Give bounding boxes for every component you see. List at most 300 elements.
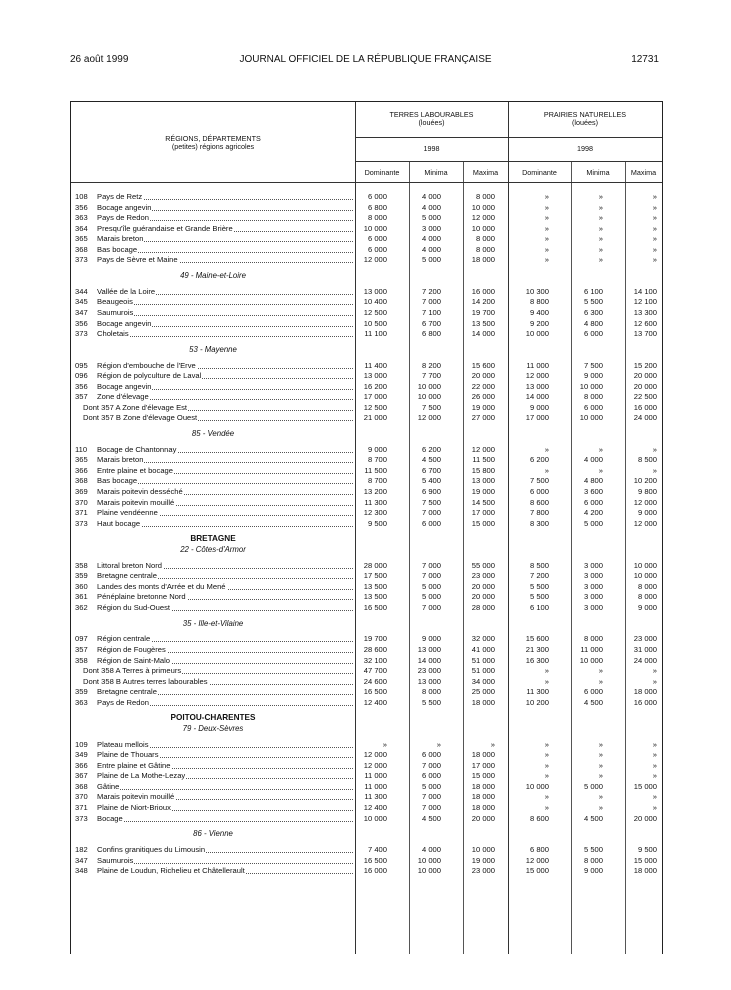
value-cell: 19 700: [363, 634, 387, 644]
region-name-cell: [97, 603, 344, 613]
stub-title: RÉGIONS, DÉPARTEMENTS: [165, 134, 261, 143]
value-cell: 15 000: [525, 866, 549, 876]
region-name-cell: [97, 308, 344, 318]
value-cell: 11 500: [364, 465, 387, 475]
value-cell: 8 000: [367, 213, 387, 223]
region-name-cell: [97, 445, 344, 455]
value-cell: »: [598, 803, 603, 812]
year-label: 1998: [577, 144, 593, 153]
value-cell: 21 000: [363, 413, 387, 423]
region-name: Pays de Redon: [97, 213, 149, 223]
region-code: 357: [75, 644, 88, 654]
value-cell: 7 400: [367, 845, 387, 854]
region-name-cell: [97, 845, 344, 855]
value-cell: »: [544, 244, 549, 254]
value-cell: 4 500: [421, 813, 441, 823]
region-name: Dont 357 B Zone d'élevage Ouest: [83, 413, 198, 423]
value-cell: 11 000: [580, 644, 603, 654]
value-cell: 28 600: [363, 644, 387, 654]
value-cell: »: [544, 213, 549, 223]
value-cell: 8 000: [421, 687, 441, 697]
value-cell: 9 800: [637, 487, 657, 496]
value-cell: 6 800: [367, 202, 387, 212]
value-cell: 9 500: [637, 845, 657, 854]
value-cell: 7 800: [529, 508, 549, 518]
value-cell: 7 200: [529, 571, 549, 581]
value-cell: 18 000: [471, 781, 495, 791]
region-code: 366: [75, 465, 88, 475]
value-cell: »: [382, 739, 387, 749]
value-cell: 8 000: [583, 855, 603, 865]
region-name-cell: [97, 571, 344, 581]
value-cell: 7 000: [421, 602, 441, 612]
table-row: [71, 319, 662, 329]
region-code: 356: [75, 318, 88, 328]
region-name: Bas bocage: [97, 476, 138, 486]
value-cell: »: [652, 739, 657, 749]
table-row: [71, 203, 662, 213]
region-name: Dont 358 B Autres terres labourables: [83, 676, 208, 686]
value-cell: 19 000: [471, 402, 495, 412]
region-code: 368: [75, 244, 88, 254]
region-name-cell: [97, 234, 344, 244]
region-name: Marais poitevin desséché: [97, 487, 183, 496]
value-cell: 8 000: [583, 392, 603, 402]
table-row: [71, 498, 662, 508]
value-cell: 6 000: [529, 487, 549, 496]
value-cell: 16 500: [363, 602, 387, 612]
department-heading: 22 - Côtes-d'Armor: [180, 544, 246, 554]
value-cell: 6 000: [421, 771, 441, 781]
value-cell: 5 500: [583, 297, 603, 307]
region-name-cell: [97, 582, 344, 592]
value-cell: 17 000: [525, 413, 549, 423]
value-cell: »: [544, 803, 549, 812]
value-cell: 23 000: [471, 571, 495, 581]
region-code: 373: [75, 813, 88, 823]
value-cell: »: [598, 666, 603, 675]
value-cell: 7 500: [421, 402, 441, 412]
region-name: Saumurois: [97, 307, 134, 317]
region-name: Gâtine: [97, 781, 120, 791]
region-name: Zone d'élevage: [97, 392, 149, 402]
value-cell: 23 000: [633, 634, 657, 644]
value-cell: »: [598, 792, 603, 802]
value-cell: 15 000: [633, 855, 657, 865]
value-cell: 8 000: [475, 192, 495, 201]
value-cell: 18 000: [471, 792, 495, 802]
table-row: [71, 687, 662, 697]
group-title: PRAIRIES NATURELLES: [543, 110, 627, 119]
table-row: [71, 371, 662, 381]
value-cell: 9 000: [637, 508, 657, 518]
value-cell: »: [652, 792, 657, 802]
value-cell: 7 000: [421, 803, 441, 812]
value-cell: 24 000: [633, 413, 657, 423]
region-name-cell: [97, 224, 344, 234]
value-cell: 10 300: [525, 286, 549, 296]
table-row: [71, 234, 662, 244]
table-row: [71, 582, 662, 592]
value-cell: 9 000: [637, 602, 657, 612]
region-code: 371: [75, 803, 88, 812]
value-cell: 12 400: [363, 697, 387, 707]
value-cell: 7 700: [421, 371, 441, 381]
region-code: 108: [75, 192, 88, 201]
value-cell: 4 800: [583, 476, 603, 486]
value-cell: 16 000: [471, 286, 495, 296]
region-name-cell: [97, 203, 344, 213]
region-name: Entre plaine et bocage: [97, 465, 173, 475]
region-code: 110: [75, 444, 88, 454]
value-cell: 6 200: [529, 455, 549, 465]
value-cell: 22 500: [633, 392, 657, 402]
value-cell: 13 700: [633, 329, 657, 338]
region-name-cell: [97, 245, 344, 255]
value-cell: 12 500: [363, 307, 387, 317]
value-cell: 3 000: [583, 581, 603, 591]
value-cell: 20 000: [471, 592, 495, 602]
region-name-cell: [97, 750, 344, 760]
value-cell: 10 000: [417, 392, 441, 402]
value-cell: »: [598, 244, 603, 254]
region-name-cell: [97, 592, 344, 602]
department-heading: 86 - Vienne: [193, 829, 233, 839]
value-cell: 31 000: [633, 644, 657, 654]
value-cell: »: [652, 223, 657, 233]
value-cell: »: [598, 223, 603, 233]
value-cell: 20 000: [471, 581, 495, 591]
table-row: [71, 782, 662, 792]
value-cell: »: [652, 676, 657, 686]
value-cell: »: [652, 192, 657, 201]
value-cell: 13 000: [363, 286, 387, 296]
table-row: [71, 866, 662, 876]
value-cell: »: [652, 803, 657, 812]
value-cell: 47 700: [363, 666, 387, 675]
table-body: [71, 102, 662, 954]
value-cell: 20 000: [633, 381, 657, 391]
value-cell: 7 000: [421, 560, 441, 570]
value-cell: 18 000: [471, 697, 495, 707]
table-row: [71, 224, 662, 234]
value-cell: 12 000: [471, 213, 495, 223]
value-cell: 10 000: [417, 381, 441, 391]
region-name-cell: [97, 698, 344, 708]
group-title: TERRES LABOURABLES: [389, 110, 474, 119]
table-row: [71, 445, 662, 455]
group-subtitle: (louées): [418, 118, 445, 127]
value-cell: 6 800: [529, 845, 549, 854]
value-cell: »: [544, 202, 549, 212]
table-row: [71, 561, 662, 571]
region-code: 370: [75, 497, 88, 507]
value-cell: 8 500: [529, 560, 549, 570]
region-name-cell: [97, 814, 344, 824]
value-cell: 5 500: [583, 845, 603, 854]
value-cell: 12 300: [363, 508, 387, 518]
value-cell: 4 500: [583, 697, 603, 707]
table-row: [71, 455, 662, 465]
value-cell: 12 500: [363, 402, 387, 412]
region-name-cell: [83, 403, 344, 413]
value-cell: 5 000: [583, 781, 603, 791]
value-cell: »: [544, 255, 549, 265]
region-name-cell: [97, 329, 344, 339]
value-cell: 9 500: [367, 518, 387, 528]
rent-table: [70, 101, 663, 954]
region-code: 365: [75, 455, 88, 465]
page-number: 12731: [631, 54, 659, 65]
value-cell: 3 000: [583, 592, 603, 602]
region-code: 368: [75, 476, 88, 486]
value-cell: 10 000: [363, 223, 387, 233]
region-name-cell: [83, 666, 344, 676]
value-cell: 12 000: [471, 444, 495, 454]
year-label: 1998: [423, 144, 440, 153]
value-cell: 5 000: [421, 255, 441, 265]
value-cell: »: [544, 792, 549, 802]
value-cell: 10 000: [471, 202, 495, 212]
value-cell: 5 500: [529, 581, 549, 591]
value-cell: 12 000: [417, 413, 441, 423]
region-name: Littoral breton Nord: [97, 560, 163, 570]
table-row: [71, 761, 662, 771]
value-cell: 51 000: [471, 666, 495, 675]
region-code: 363: [75, 213, 88, 223]
value-cell: 13 000: [363, 371, 387, 381]
table-row: [71, 297, 662, 307]
value-cell: 11 000: [364, 771, 387, 781]
value-cell: »: [652, 244, 657, 254]
value-cell: »: [544, 444, 549, 454]
region-code: 348: [75, 866, 88, 876]
value-cell: 10 000: [633, 560, 657, 570]
region-code: 364: [75, 223, 88, 233]
value-cell: 11 400: [364, 360, 387, 370]
region-name: Région du Sud-Ouest: [97, 602, 171, 612]
table-row: [71, 740, 662, 750]
value-cell: 12 400: [363, 803, 387, 812]
table-row: [71, 287, 662, 297]
region-code: 096: [75, 371, 88, 381]
region-name: Marais breton: [97, 234, 144, 244]
region-code: 373: [75, 329, 88, 338]
value-cell: 6 100: [583, 286, 603, 296]
stub-subtitle: (petites) régions agricoles: [171, 142, 255, 151]
region-code: 359: [75, 571, 88, 581]
group-subtitle: (louées): [572, 118, 598, 127]
table-row: [71, 792, 662, 802]
value-cell: 7 000: [421, 760, 441, 770]
table-row: [71, 519, 662, 529]
region-code: 363: [75, 697, 88, 707]
region-name: Choletais: [97, 329, 129, 338]
value-cell: 18 000: [471, 803, 495, 812]
col-header: Minima: [586, 168, 610, 177]
value-cell: 16 000: [363, 866, 387, 876]
region-code: 345: [75, 297, 88, 307]
value-cell: 19 000: [471, 855, 495, 865]
region-name-cell: [97, 392, 344, 402]
value-cell: 5 000: [583, 518, 603, 528]
value-cell: 16 200: [363, 381, 387, 391]
value-cell: »: [652, 234, 657, 244]
value-cell: 12 000: [525, 855, 549, 865]
value-cell: 14 200: [471, 297, 495, 307]
table-row: [71, 413, 662, 423]
value-cell: »: [598, 255, 603, 265]
department-heading: 49 - Maine-et-Loire: [180, 271, 246, 281]
value-cell: 19 700: [471, 307, 495, 317]
value-cell: 7 000: [421, 297, 441, 307]
region-name-cell: [97, 287, 344, 297]
value-cell: 7 000: [421, 571, 441, 581]
value-cell: »: [544, 465, 549, 475]
region-name: Bretagne centrale: [97, 687, 157, 697]
value-cell: 15 800: [471, 465, 495, 475]
value-cell: 13 500: [471, 318, 495, 328]
value-cell: 10 000: [471, 223, 495, 233]
table-row: [71, 814, 662, 824]
table-row: [71, 392, 662, 402]
region-code: 097: [75, 634, 88, 644]
table-row: [71, 803, 662, 813]
department-heading: 35 - Ille-et-Vilaine: [182, 618, 244, 628]
table-row: [71, 382, 662, 392]
value-cell: 9 000: [583, 371, 603, 381]
value-cell: 15 200: [633, 360, 657, 370]
value-cell: 16 500: [363, 687, 387, 697]
value-cell: 18 000: [471, 255, 495, 265]
value-cell: 4 800: [583, 318, 603, 328]
value-cell: 12 000: [633, 497, 657, 507]
region-name: Saumurois: [97, 855, 134, 865]
region-name: Bocage angevin: [97, 318, 152, 328]
value-cell: 3 000: [421, 223, 441, 233]
value-cell: 28 000: [471, 602, 495, 612]
region-name: Entre plaine et Gâtine: [97, 760, 171, 770]
region-name-cell: [97, 192, 344, 202]
value-cell: 32 100: [363, 655, 387, 665]
region-code: 373: [75, 255, 88, 265]
table-row: [71, 677, 662, 687]
value-cell: 12 000: [363, 750, 387, 760]
table-row: [71, 750, 662, 760]
region-code: 368: [75, 781, 88, 791]
value-cell: »: [652, 255, 657, 265]
region-name-cell: [97, 782, 344, 792]
region-name-cell: [97, 319, 344, 329]
journal-title: JOURNAL OFFICIEL DE LA RÉPUBLIQUE FRANÇAISE: [239, 54, 492, 65]
value-cell: 11 100: [364, 329, 387, 338]
value-cell: »: [598, 202, 603, 212]
region-name: Dont 358 A Terres à primeurs: [83, 666, 182, 675]
table-row: [71, 213, 662, 223]
value-cell: »: [652, 465, 657, 475]
value-cell: 11 000: [364, 781, 387, 791]
value-cell: 6 000: [583, 402, 603, 412]
region-name: Région centrale: [97, 634, 151, 644]
col-header: Maxima: [630, 168, 657, 177]
region-name: Région d'embouche de l'Erve: [97, 360, 196, 370]
value-cell: 6 000: [583, 329, 603, 338]
value-cell: 6 700: [421, 318, 441, 328]
value-cell: 11 500: [472, 455, 495, 465]
value-cell: 12 600: [633, 318, 657, 328]
value-cell: 6 300: [583, 307, 603, 317]
value-cell: »: [598, 213, 603, 223]
value-cell: »: [652, 666, 657, 675]
value-cell: 10 000: [417, 855, 441, 865]
region-name-cell: [97, 645, 344, 655]
region-name-cell: [97, 466, 344, 476]
value-cell: 8 500: [637, 455, 657, 465]
value-cell: 9 400: [529, 307, 549, 317]
value-cell: 10 000: [633, 571, 657, 581]
value-cell: 15 600: [471, 360, 495, 370]
value-cell: 20 000: [471, 813, 495, 823]
value-cell: »: [652, 213, 657, 223]
value-cell: 10 000: [363, 813, 387, 823]
value-cell: 27 000: [471, 413, 495, 423]
region-code: 361: [75, 592, 88, 602]
region-code: 369: [75, 487, 88, 496]
value-cell: »: [544, 739, 549, 749]
table-row: [71, 571, 662, 581]
region-name: Plateau mellois: [97, 739, 149, 749]
department-heading: 53 - Mayenne: [189, 344, 237, 354]
region-name: Région de Saint-Malo: [97, 655, 171, 665]
value-cell: 13 300: [633, 307, 657, 317]
region-name-cell: [83, 413, 344, 423]
value-cell: 12 000: [363, 255, 387, 265]
region-name: Bocage angevin: [97, 202, 152, 212]
region-name: Landes des monts d'Arrée et du Mené: [97, 581, 226, 591]
value-cell: 16 500: [363, 855, 387, 865]
region-name: Plaine vendéenne: [97, 508, 158, 518]
region-name: Région de polyculture de Laval: [97, 371, 202, 381]
region-name: Marais breton: [97, 455, 144, 465]
region-name: Pays de Retz: [97, 192, 143, 201]
region-name: Région de Fougères: [97, 644, 166, 654]
value-cell: 15 600: [525, 634, 549, 644]
value-cell: 13 500: [363, 581, 387, 591]
value-cell: »: [544, 676, 549, 686]
region-name-cell: [97, 371, 344, 381]
value-cell: 13 200: [363, 487, 387, 496]
value-cell: 5 500: [421, 697, 441, 707]
value-cell: 10 000: [471, 845, 495, 854]
region-name-cell: [97, 561, 344, 571]
table-row: [71, 403, 662, 413]
value-cell: 7 500: [421, 497, 441, 507]
value-cell: 13 000: [525, 381, 549, 391]
value-cell: 20 000: [633, 371, 657, 381]
table-row: [71, 255, 662, 265]
value-cell: 15 000: [471, 771, 495, 781]
value-cell: 13 000: [471, 476, 495, 486]
value-cell: 10 200: [525, 697, 549, 707]
value-cell: 8 000: [637, 592, 657, 602]
value-cell: 32 000: [471, 634, 495, 644]
value-cell: »: [598, 192, 603, 201]
region-name-cell: [97, 656, 344, 666]
value-cell: 7 500: [583, 360, 603, 370]
value-cell: »: [598, 750, 603, 760]
value-cell: »: [598, 760, 603, 770]
region-code: 356: [75, 381, 88, 391]
